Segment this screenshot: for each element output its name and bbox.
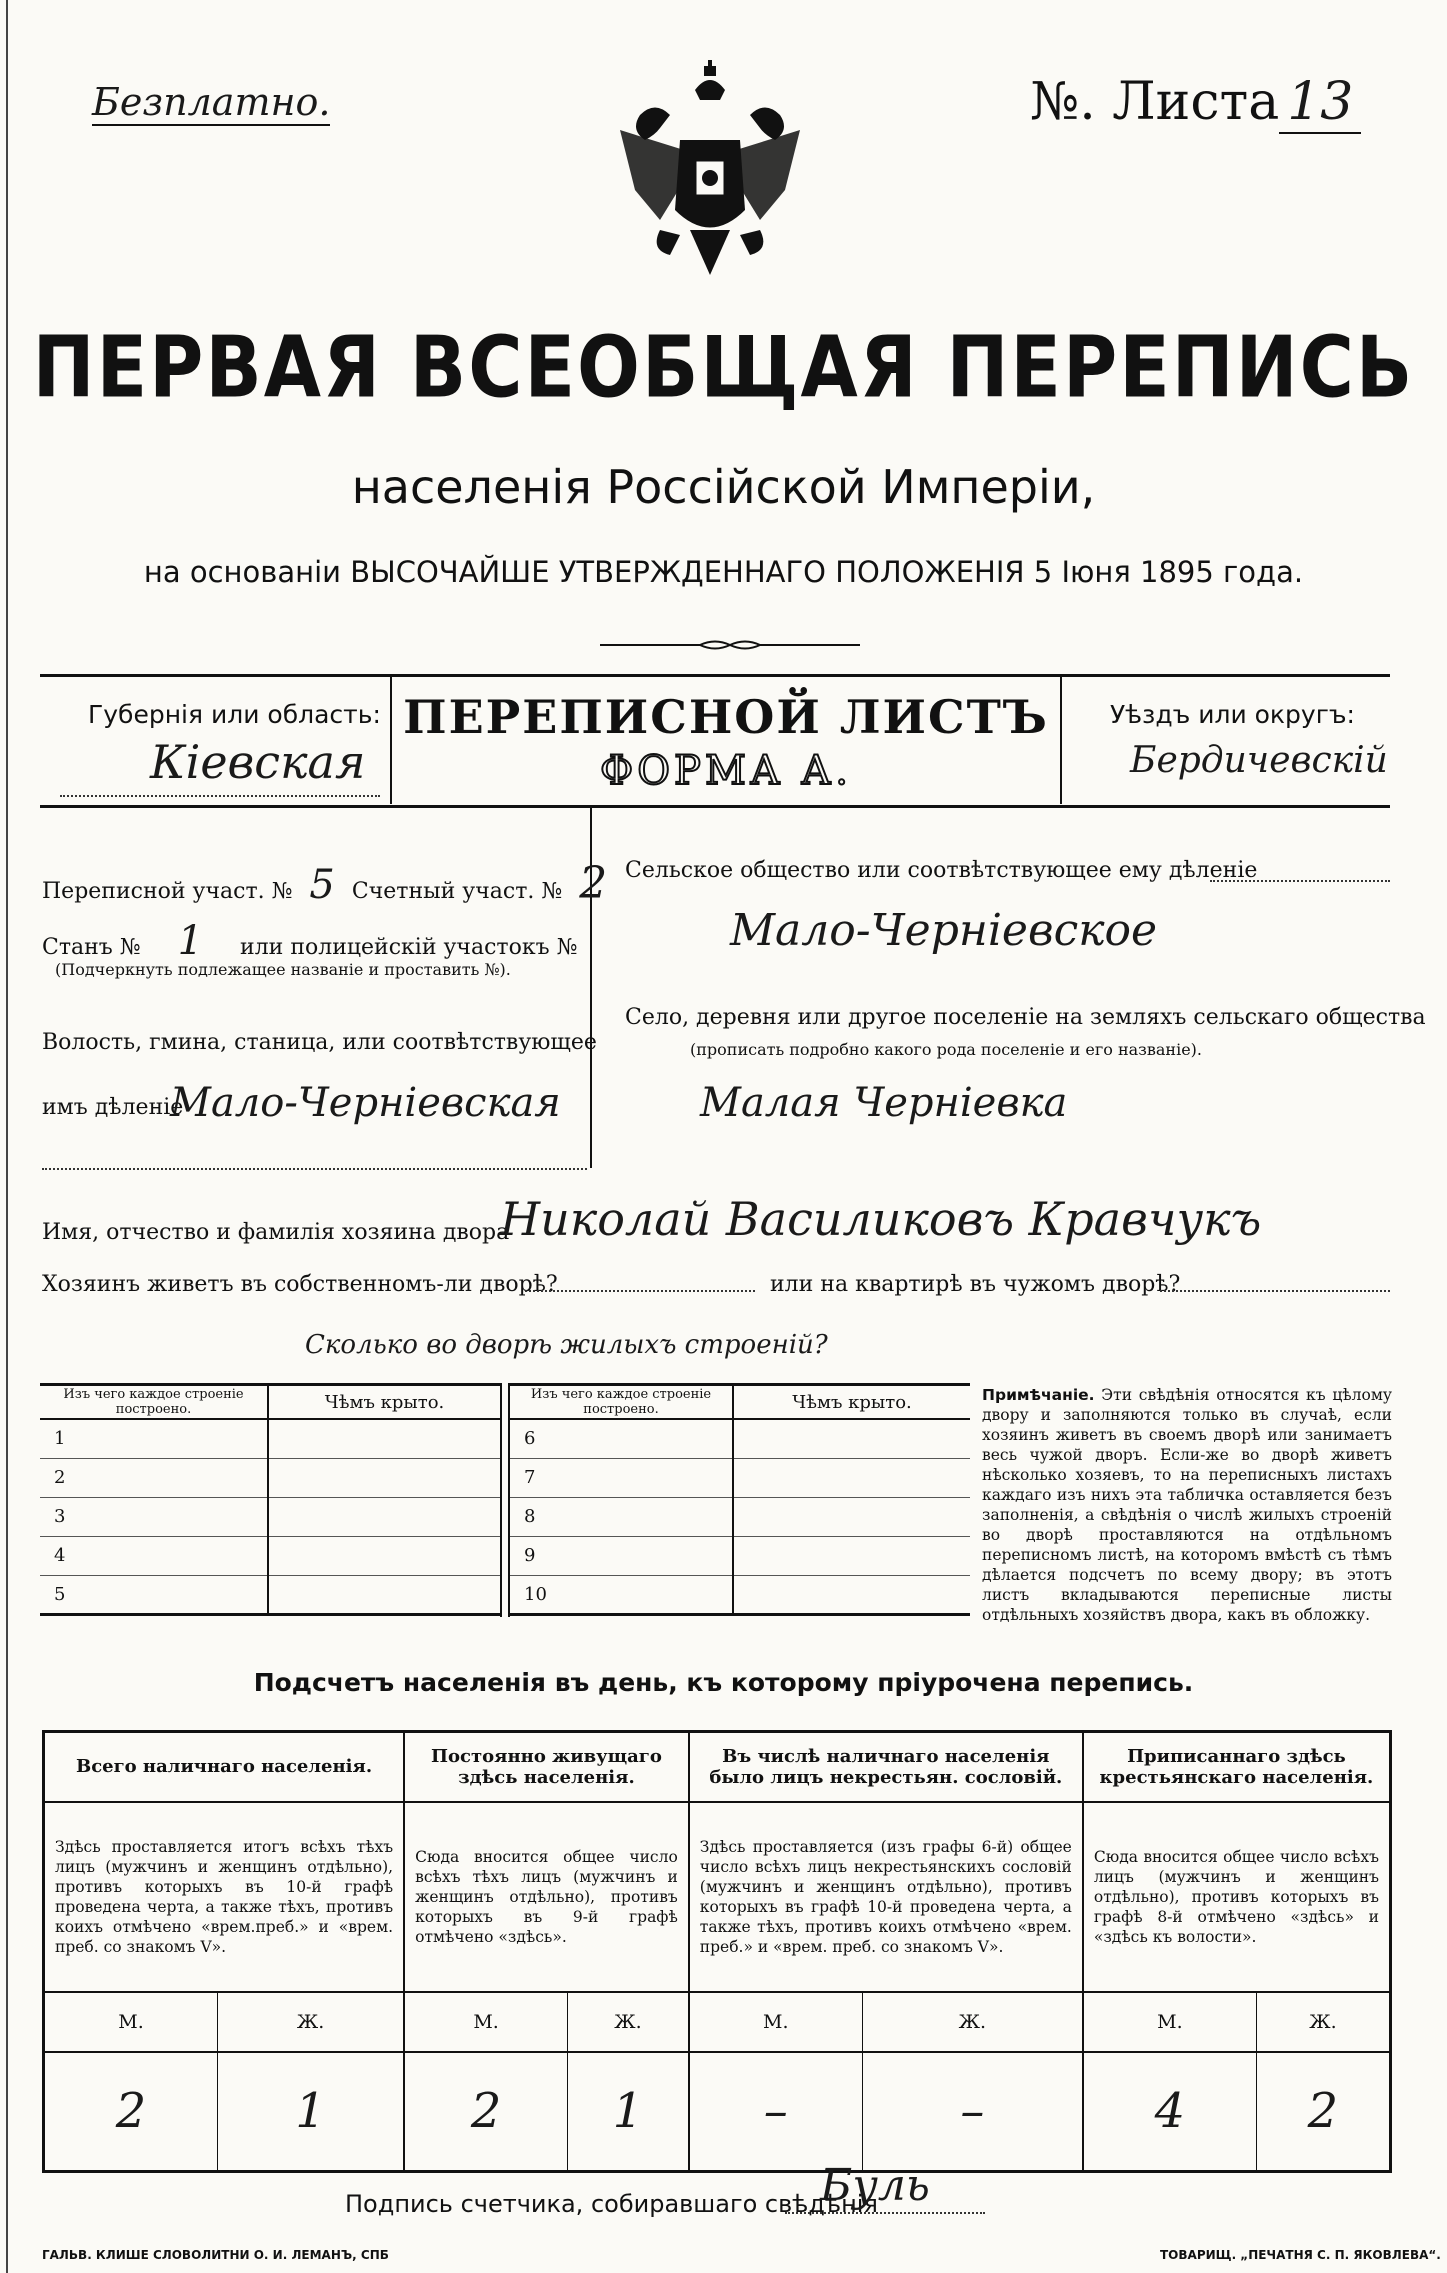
free-label: Безплатно. [92, 80, 331, 124]
province-label: Губернія или область: [88, 700, 381, 729]
census-basis: на основаніи ВЫСОЧАЙШЕ УТВЕРЖДЕННАГО ПОЛОЖЕНІЯ 5 Іюня 1895 года. [143, 555, 1304, 589]
summary-col-header-peasant: Приписаннаго здѣсь крестьянскаго населенія. [1083, 1732, 1391, 1802]
census-subtitle: населенія Россійской Имперіи, [351, 460, 1096, 514]
district-label: Уѣздъ или округъ: [1110, 700, 1355, 729]
village-value[interactable]: Малая Черніевка [700, 1080, 1068, 1126]
m-label: М. [404, 1992, 568, 2052]
m-label: М. [1083, 1992, 1257, 2052]
form-top-rule [40, 674, 1390, 677]
buildings-col-roof: Чѣмъ крыто. [268, 1385, 500, 1420]
m-label: М. [44, 1992, 218, 2052]
sheet-number-label: №. Листа [1030, 72, 1280, 132]
total-f-value[interactable]: 1 [218, 2052, 405, 2172]
printer-right: ТОВАРИЩ. „ПЕЧАТНЯ С. П. ЯКОВЛЕВА“. [1160, 2248, 1441, 2262]
building-row: 5 [40, 1575, 268, 1614]
summary-col-header-nonpeasant: Въ числѣ наличнаго населенія было лицъ некрестьян. сословій. [689, 1732, 1083, 1802]
f-label: Ж. [1256, 1992, 1390, 2052]
m-label: М. [689, 1992, 863, 2052]
summary-table [42, 1730, 1392, 2173]
imperial-eagle-emblem [600, 60, 820, 280]
census-district [42, 858, 617, 909]
building-row: 2 [40, 1458, 268, 1497]
form-title: ПЕРЕПИСНОЙ ЛИСТЪ [403, 690, 1049, 744]
stan-note: (Подчеркнуть подлежащее названіе и проставить №). [55, 960, 511, 979]
signature-label: Подпись счетчика, собиравшаго свѣдѣнія [345, 2190, 878, 2218]
building-row: 8 [510, 1497, 733, 1536]
sheet-number-value: 13 [1279, 72, 1361, 134]
summary-desc-nonpeasant: Здѣсь проставляется (изъ графы 6-й) общее число всѣхъ лицъ некрестьянскихъ сословій (мужчинъ и женщинъ отдѣльно), противъ которыхъ въ графѣ 10-й проведена черта, а также тѣхъ, противъ коихъ отмѣчено «врем. преб.» и «врем. преб. со знакомъ V». [689, 1802, 1083, 1992]
f-label: Ж. [218, 1992, 405, 2052]
nonpeasant-f-value[interactable]: – [862, 2052, 1083, 2172]
summary-title: Подсчетъ населенія въ день, къ которому пріурочена перепись. [253, 1668, 1194, 1697]
buildings-note-title: Примѣчаніе. [982, 1386, 1095, 1404]
total-m-value[interactable]: 2 [44, 2052, 218, 2172]
summary-col-header-permanent: Постоянно живущаго здѣсь населенія. [404, 1732, 689, 1802]
buildings-note-text: Эти свѣдѣнія относятся къ цѣлому двору и заполняются только въ случаѣ, если хозяинъ живетъ въ своемъ дворѣ или занимаетъ весь чужой дворъ. Если-же во дворѣ живетъ нѣсколько хозяевъ, то на переписныхъ листахъ каждаго изъ нихъ эта табличка оставляется безъ заполненія, а свѣдѣнія о числѣ жилыхъ строеній во дворѣ проставляются на отдѣльномъ переписномъ листѣ, на которомъ вмѣстѣ съ тѣмъ дѣлается подсчетъ по всему двору; въ этотъ листъ вкладываются переписные листы отдѣльныхъ хозяйствъ двора, какъ въ обложку. [982, 1386, 1392, 1624]
volost-label-2: имъ дѣленіе [42, 1095, 184, 1120]
f-label: Ж. [568, 1992, 689, 2052]
village-note: (прописать подробно какого рода поселеніе и его названіе). [690, 1040, 1202, 1059]
count-district-value[interactable]: 2 [579, 858, 608, 909]
stan-label: Станъ № [42, 935, 141, 960]
society-value[interactable]: Мало-Черніевское [730, 905, 1158, 956]
building-row: 1 [40, 1419, 268, 1458]
buildings-col-material: Изъ чего каждое строеніе построено. [40, 1385, 268, 1420]
summary-col-header-total: Всего наличнаго населенія. [44, 1732, 405, 1802]
buildings-table-left [40, 1383, 500, 1616]
police-label: или полицейскій участокъ № [240, 935, 578, 960]
census-district-label: Переписной участ. № [42, 879, 293, 904]
census-district-value[interactable]: 5 [309, 862, 335, 908]
building-row: 9 [510, 1536, 733, 1575]
province-value[interactable]: Кіевская [150, 735, 366, 789]
building-row: 7 [510, 1458, 733, 1497]
volost-label-1: Волость, гмина, станица, или соотвѣтствующее [42, 1030, 597, 1055]
summary-desc-peasant: Сюда вносится общее число всѣхъ лицъ (мужчинъ и женщинъ отдѣльно), противъ которыхъ въ графѣ 8-й отмѣчено «здѣсь» и «здѣсь къ волости». [1083, 1802, 1391, 1992]
nonpeasant-m-value[interactable]: – [689, 2052, 863, 2172]
society-label: Сельское общество или соотвѣтствующее ему дѣленіе [625, 858, 1258, 883]
printer-left: ГАЛЬВ. КЛИШЕ СЛОВОЛИТНИ О. И. ЛЕМАНЪ, СПБ [42, 2248, 389, 2262]
stan-row [42, 918, 577, 964]
volost-value[interactable]: Мало-Черніевская [170, 1080, 561, 1126]
ornament-divider [600, 638, 860, 652]
census-title: ПЕРВАЯ ВСЕОБЩАЯ ПЕРЕПИСЬ [32, 318, 1415, 418]
peasant-m-value[interactable]: 4 [1083, 2052, 1257, 2172]
signature-value[interactable]: Буль [820, 2160, 930, 2211]
building-row: 10 [510, 1575, 733, 1614]
lives-own-label: Хозяинъ живетъ въ собственномъ-ли дворѣ? [42, 1272, 558, 1297]
stan-value[interactable]: 1 [177, 918, 204, 964]
buildings-question: Сколько во дворѣ жилыхъ строеній? [305, 1330, 828, 1360]
form-subtitle: ФОРМА А. [600, 748, 852, 794]
buildings-col-material-2: Изъ чего каждое строеніе построено. [510, 1385, 733, 1420]
summary-desc-permanent: Сюда вносится общее число всѣхъ тѣхъ лицъ (мужчинъ и женщинъ отдѣльно), противъ которыхъ въ 9-й графѣ отмѣчено «здѣсь». [404, 1802, 689, 1992]
buildings-col-roof-2: Чѣмъ крыто. [733, 1385, 970, 1420]
sheet-number [1030, 72, 1361, 132]
peasant-f-value[interactable]: 2 [1307, 2083, 1339, 2140]
building-row: 4 [40, 1536, 268, 1575]
f-label: Ж. [862, 1992, 1083, 2052]
permanent-m-value[interactable]: 2 [404, 2052, 568, 2172]
owner-name-label: Имя, отчество и фамилія хозяина двора [42, 1220, 510, 1245]
buildings-table-right [510, 1383, 970, 1616]
village-label: Село, деревня или другое поселеніе на земляхъ сельскаго общества [625, 1005, 1426, 1030]
form-mid-rule [40, 805, 1390, 808]
lives-rent-label: или на квартирѣ въ чужомъ дворѣ? [770, 1272, 1181, 1297]
building-row: 6 [510, 1419, 733, 1458]
building-row: 3 [40, 1497, 268, 1536]
district-value[interactable]: Бердичевскій [1130, 740, 1388, 781]
permanent-f-value[interactable]: 1 [568, 2052, 689, 2172]
count-district-label: Счетный участ. № [351, 879, 563, 904]
summary-desc-total: Здѣсь проставляется итогъ всѣхъ тѣхъ лицъ (мужчинъ и женщинъ отдѣльно), противъ которыхъ въ 10-й графѣ проведена черта, а также тѣхъ, противъ коихъ отмѣчено «врем.преб.» и «врем. преб. со знакомъ V». [44, 1802, 405, 1992]
buildings-note [982, 1385, 1392, 1625]
owner-name-value[interactable]: Николай Василиковъ Кравчукъ [500, 1192, 1262, 1246]
